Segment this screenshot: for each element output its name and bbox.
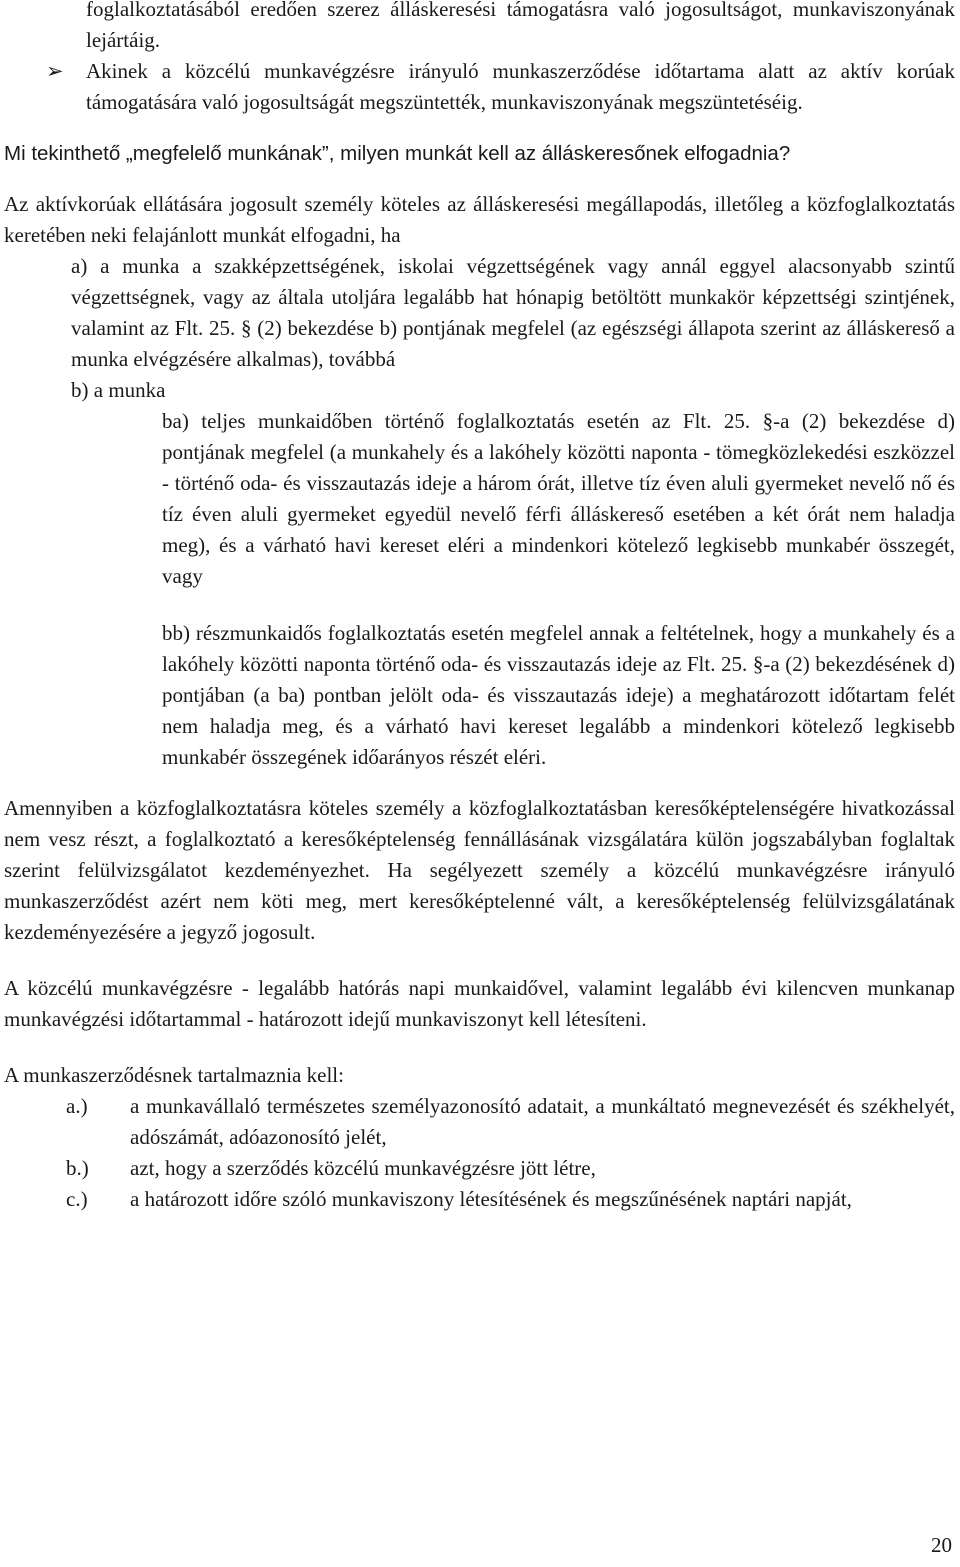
condition-item-bb: bb) részmunkaidős foglalkoztatás esetén megfelel annak a feltételnek, hogy a munkahely és a lakóhely közötti naponta történő oda- és visszautazás ideje az Flt. 25. §-a (2) bekezdésének d) pontjában (a ba) pontban jelölt oda- és visszautazás ideje) a meghatározott időtartam felét nem haladja meg, és a várható havi kereset legalább a mindenkori kötelező legkisebb munkabér összegének időarányos részét eléri. (162, 621, 955, 769)
continued-bullet-text: foglalkoztatásából eredően szerez álláskeresési támogatásra való jogosultságot, munkaviszonyának lejártáig. (86, 0, 955, 52)
bullet-item (4, 56, 955, 118)
list-item-text: a munkavállaló természetes személyazonosító adatait, a munkáltató megnevezését és székhelyét, adószámát, adóazonosító jelét, (130, 1094, 955, 1149)
list-item-label: a.) (66, 1094, 88, 1118)
list-item-text: azt, hogy a szerződés közcélú munkavégzésre jött létre, (130, 1156, 596, 1180)
condition-item-a: a) a munka a szakképzettségének, iskolai végzettségének vagy annál eggyel alacsonyabb szintű végzettségnek, vagy az általa utoljára legalább hat hónapig betöltött munkakör képzettségi szintjének, valamint az Flt. 25. § (2) bekezdése b) pontjának megfelel (az egészségi állapota szerint az álláskereső a munka elvégzésére alkalmas), továbbá (71, 254, 955, 371)
page-number: 20 (931, 1533, 952, 1557)
list-item (4, 1184, 955, 1215)
list-item-text: a határozott időre szóló munkaviszony létesítésének és megszűnésének naptári napját, (130, 1187, 852, 1211)
list-item-label: c.) (66, 1187, 88, 1211)
condition-item-b: b) a munka (71, 378, 166, 402)
list-item (4, 1153, 955, 1184)
bullet-text: Akinek a közcélú munkavégzésre irányuló munkaszerződése időtartama alatt az aktív korúak támogatására való jogosultságát megszüntették, munkaviszonyának megszüntetéséig. (86, 59, 955, 114)
arrowhead-bullet-icon: ➢ (46, 59, 64, 83)
list-intro: A munkaszerződésnek tartalmaznia kell: (4, 1063, 344, 1087)
paragraph-intro: Az aktívkorúak ellátására jogosult személy köteles az álláskeresési megállapodás, illetőleg a közfoglalkoztatás keretében neki felajánlott munkát elfogadni, ha (4, 192, 955, 247)
list-item (4, 1091, 955, 1153)
section-question: Mi tekinthető „megfelelő munkának”, milyen munkát kell az álláskeresőnek elfogadnia? (4, 142, 791, 165)
list-item-label: b.) (66, 1156, 89, 1180)
contract-content-list (4, 1091, 955, 1215)
condition-item-ba: ba) teljes munkaidőben történő foglalkoztatás esetén az Flt. 25. §-a (2) bekezdése d) pontjának megfelel (a munkahely és a lakóhely közötti naponta - tömegközlekedési eszközzel - történő oda- és visszautazás ideje a három órát, illetve tíz éven aluli gyermeket nevelő nő és tíz éven aluli gyermeket egyedül nevelő férfi álláskereső esetében a két órát nem haladja meg), és a várható havi kereset eléri a mindenkori kötelező legkisebb munkabér összegét, vagy (162, 409, 955, 588)
paragraph-amennyiben: Amennyiben a közfoglalkoztatásra köteles személy a közfoglalkoztatásban keresőképtelenségére hivatkozással nem vesz részt, a foglalkoztató a keresőképtelenség fennállásának vizsgálatára külön jogszabályban foglaltak szerint felülvizsgálatot kezdeményezhet. Ha segélyezett személy a közcélú munkavégzésre irányuló munkaszerződést azért nem köti meg, mert keresőképtelenné vált, a keresőképtelenség felülvizsgálatának kezdeményezésére a jegyző jogosult. (4, 796, 955, 944)
paragraph-kozcelu: A közcélú munkavégzésre - legalább hatórás napi munkaidővel, valamint legalább évi kilencven munkanap munkavégzési időtartammal - határozott idejű munkaviszonyt kell létesíteni. (4, 976, 955, 1031)
